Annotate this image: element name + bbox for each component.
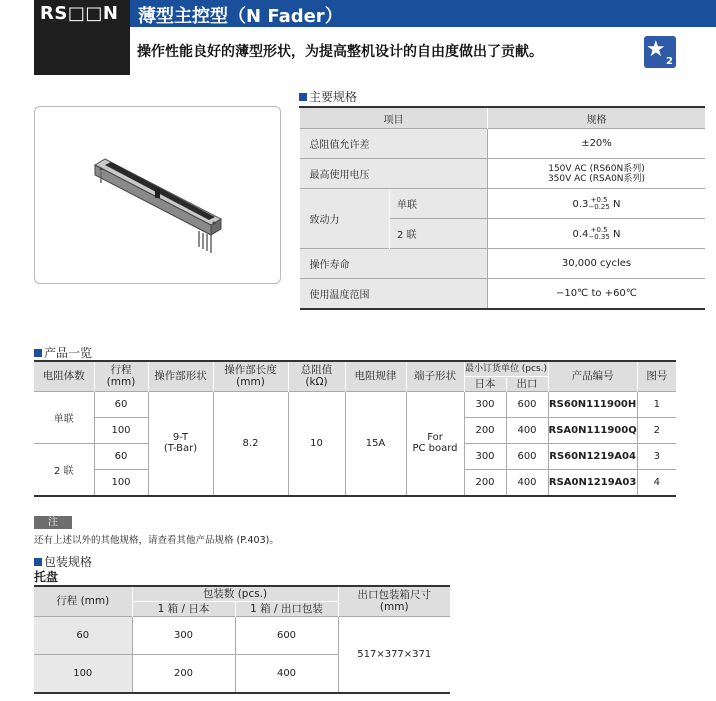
packaging-section-title: 包装规格 [34,553,92,570]
note-tag: 注 [34,516,72,529]
header-shape: 操作部形状 [148,361,213,391]
header-terminal: 端子形状 [406,361,464,391]
product-image [34,106,281,284]
pack-header-qty: 包装数 (pcs.) [132,586,338,601]
spec-header-item: 项目 [300,107,488,129]
slide-fader-illustration [35,107,280,283]
packaging-subtitle: 托盘 [34,570,59,584]
header-taper: 电阻规律 [345,361,406,391]
spec-row-voltage: 最高使用电压 150V AC (RS60N系列) 350V AC (RSA0N系列) [300,159,706,189]
pack-header-export: 1 箱 / 出口包装 [235,601,338,616]
table-row: 单联 60 9-T (T-Bar) 8.2 10 15A For PC board 300 600 RS60N111900H 1 [34,391,676,417]
pack-header-travel: 行程 (mm) [34,586,132,616]
header-japan: 日本 [464,376,506,391]
table-row: 100 200 400 RSA0N111900Q 2 [34,417,676,443]
page-subtitle: 操作性能良好的薄型形状，为提高整机设计的自由度做出了贡献。 [137,44,543,60]
star-icon: ★ [646,37,666,62]
spec-row-force-dual: 2 联 0.4 +0.5 −0.35 N [300,219,706,249]
table-row: 100 200 400 RSA0N1219A03 4 [34,469,676,496]
header-travel: 行程 (mm) [94,361,148,391]
page-title: 薄型主控型（N Fader） [138,6,343,27]
spec-table [299,106,705,310]
header-export: 出口 [506,376,548,391]
header-moq: 最小订货单位 (pcs.) [464,361,548,376]
packaging-table [34,585,450,694]
header-length: 操作部长度 (mm) [213,361,288,391]
spec-section-title: 主要规格 [299,88,357,105]
badge-number: 2 [666,56,673,67]
series-code: RS□□N [40,3,119,24]
table-row: 2 联 60 300 600 RS60N1219A04 3 [34,443,676,469]
table-row: 100 200 400 [34,654,450,693]
product-table [34,360,676,497]
spec-row-force-single: 致动力 单联 0.3 +0.5 −0.25 N [300,189,706,219]
spec-row-life: 操作寿命 30,000 cycles [300,249,706,279]
spec-header-spec: 规格 [488,107,706,129]
header-part-no: 产品编号 [548,361,637,391]
table-row: 60 300 600 517×377×371 [34,616,450,654]
note-text: 还有上述以外的其他规格，请查看其他产品规格 (P.403)。 [34,535,279,546]
rating-badge [644,36,676,68]
header-drawing: 图号 [637,361,676,391]
header-resistance: 总阻值 (kΩ) [288,361,345,391]
pack-header-japan: 1 箱 / 日本 [132,601,235,616]
pack-header-box: 出口包装箱尺寸 (mm) [338,586,450,616]
header-units: 电阻体数 [34,361,94,391]
spec-row-temp: 使用温度范围 −10℃ to +60℃ [300,279,706,310]
product-section-title: 产品一览 [34,344,92,361]
spec-row-tolerance: 总阻值允许差 ±20% [300,129,706,159]
